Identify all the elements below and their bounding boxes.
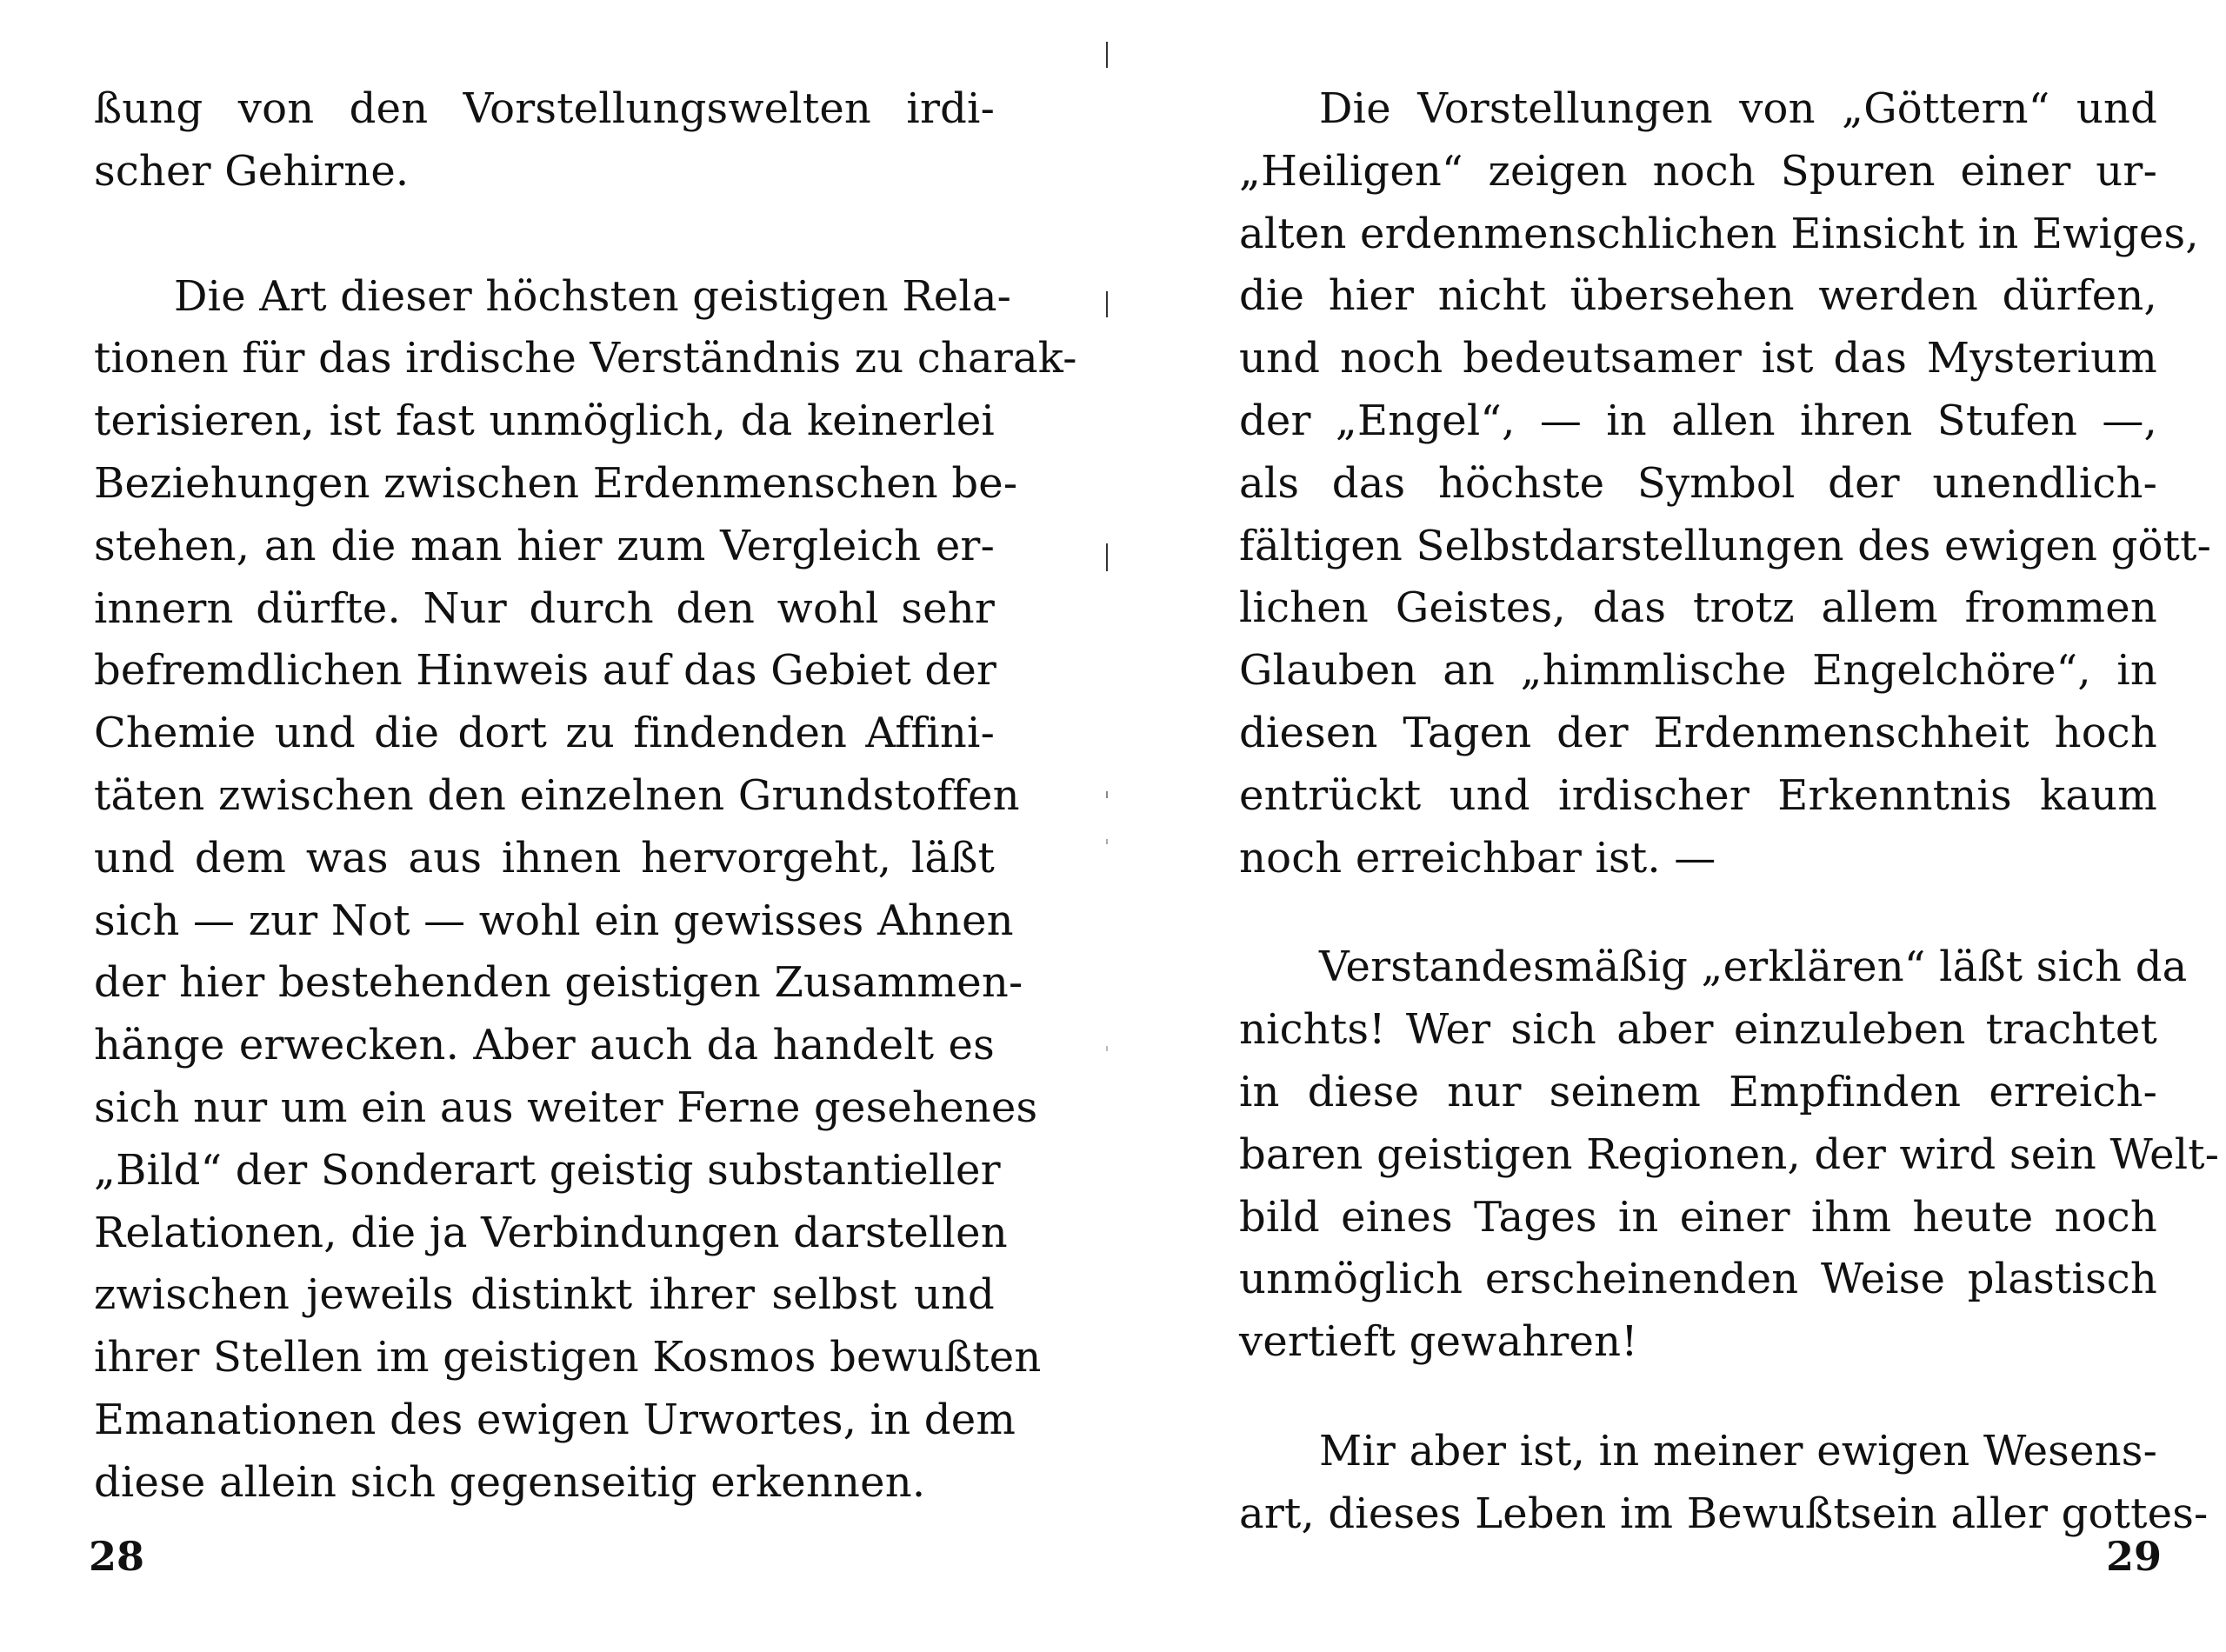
text-line: stehen, an die man hier zum Vergleich er- xyxy=(94,521,995,570)
text-line: noch erreichbar ist. — xyxy=(1239,833,1716,883)
text-line: täten zwischen den einzelnen Grundstoffen xyxy=(94,770,1020,820)
text-line: zwischen jeweils distinkt ihrer selbst und xyxy=(94,1270,995,1320)
text-line: Chemie und die dort zu findenden Affini- xyxy=(94,709,995,758)
text-line: der „Engel“, — in allen ihren Stufen —, xyxy=(1239,396,2157,445)
text-line: unmöglich erscheinenden Weise plastisch xyxy=(1239,1255,2157,1304)
text-line: der hier bestehenden geistigen Zusammen- xyxy=(94,958,1023,1008)
text-line: bild eines Tages in einer ihm heute noch xyxy=(1239,1192,2157,1242)
text-line: scher Gehirne. xyxy=(94,146,410,196)
text-line: Glauben an „himmlische Engelchöre“, in xyxy=(1239,646,2157,696)
gutter-mark xyxy=(1106,42,1108,68)
gutter-mark xyxy=(1106,839,1108,844)
text-line: „Heiligen“ zeigen noch Spuren einer ur- xyxy=(1239,146,2157,196)
text-line: Verstandesmäßig „erklären“ läßt sich da xyxy=(1319,943,2188,992)
text-line: alten erdenmenschlichen Einsicht in Ewiges, xyxy=(1239,209,2199,258)
text-line: Relationen, die ja Verbindungen darstellen xyxy=(94,1208,1008,1257)
text-line: und noch bedeutsamer ist das Mysterium xyxy=(1239,334,2157,383)
text-line: in diese nur seinem Empfinden erreich- xyxy=(1239,1067,2157,1116)
text-line: sich nur um ein aus weiter Ferne gesehenes xyxy=(94,1082,1038,1132)
text-line: ihrer Stellen im geistigen Kosmos bewußten xyxy=(94,1333,1042,1382)
text-line: die hier nicht übersehen werden dürfen, xyxy=(1239,271,2157,321)
left-page-text xyxy=(94,78,1077,1515)
page-number-left: 28 xyxy=(89,1533,145,1580)
text-line: sich — zur Not — wohl ein gewisses Ahnen xyxy=(94,896,1014,945)
right-page-text xyxy=(1239,78,2220,1546)
text-line: diesen Tagen der Erdenmenschheit hoch xyxy=(1239,708,2157,757)
text-line: Die Vorstellungen von „Göttern“ und xyxy=(1319,84,2157,133)
text-line: terisieren, ist fast unmöglich, da keinerlei xyxy=(94,396,995,446)
gutter-mark xyxy=(1106,543,1108,571)
text-line: hänge erwecken. Aber auch da handelt es xyxy=(94,1021,995,1070)
text-line: Mir aber ist, in meiner ewigen Wesens- xyxy=(1319,1426,2157,1475)
gutter-mark xyxy=(1106,291,1108,317)
gutter-mark xyxy=(1106,1046,1108,1051)
text-line: Die Art dieser höchsten geistigen Rela- xyxy=(174,271,1012,321)
text-line: diese allein sich gegenseitig erkennen. xyxy=(94,1457,926,1507)
text-line: art, dieses Leben im Bewußtsein aller gottes- xyxy=(1239,1489,2209,1538)
text-line: entrückt und irdischer Erkenntnis kaum xyxy=(1239,770,2157,820)
text-line: als das höchste Symbol der unendlich- xyxy=(1239,458,2157,508)
text-line: lichen Geistes, das trotz allem frommen xyxy=(1239,583,2157,633)
paragraph-gap xyxy=(1239,1374,2157,1421)
text-line: „Bild“ der Sonderart geistig substantieller xyxy=(94,1145,1001,1195)
text-line: Emanationen des ewigen Urwortes, in dem xyxy=(94,1395,1016,1444)
paragraph-gap xyxy=(94,203,995,266)
text-line: baren geistigen Regionen, der wird sein Welt- xyxy=(1239,1129,2220,1179)
text-line: nichts! Wer sich aber einzuleben trachtet xyxy=(1239,1005,2157,1055)
text-line: tionen für das irdische Verständnis zu charak- xyxy=(94,334,1077,383)
text-line: fältigen Selbstdarstellungen des ewigen gött- xyxy=(1239,521,2212,570)
right-page xyxy=(1113,0,2226,1652)
text-line: Beziehungen zwischen Erdenmenschen be- xyxy=(94,458,1018,508)
text-line: und dem was aus ihnen hervorgeht, läßt xyxy=(94,833,995,883)
text-line: ßung von den Vorstellungswelten irdi- xyxy=(94,84,995,133)
text-line: vertieft gewahren! xyxy=(1239,1317,1638,1367)
paragraph-gap xyxy=(1239,889,2157,936)
text-line: befremdlichen Hinweis auf das Gebiet der xyxy=(94,646,997,696)
page-number-right: 29 xyxy=(2106,1533,2163,1580)
gutter-mark xyxy=(1106,791,1108,798)
text-line: innern dürfte. Nur durch den wohl sehr xyxy=(94,583,995,633)
